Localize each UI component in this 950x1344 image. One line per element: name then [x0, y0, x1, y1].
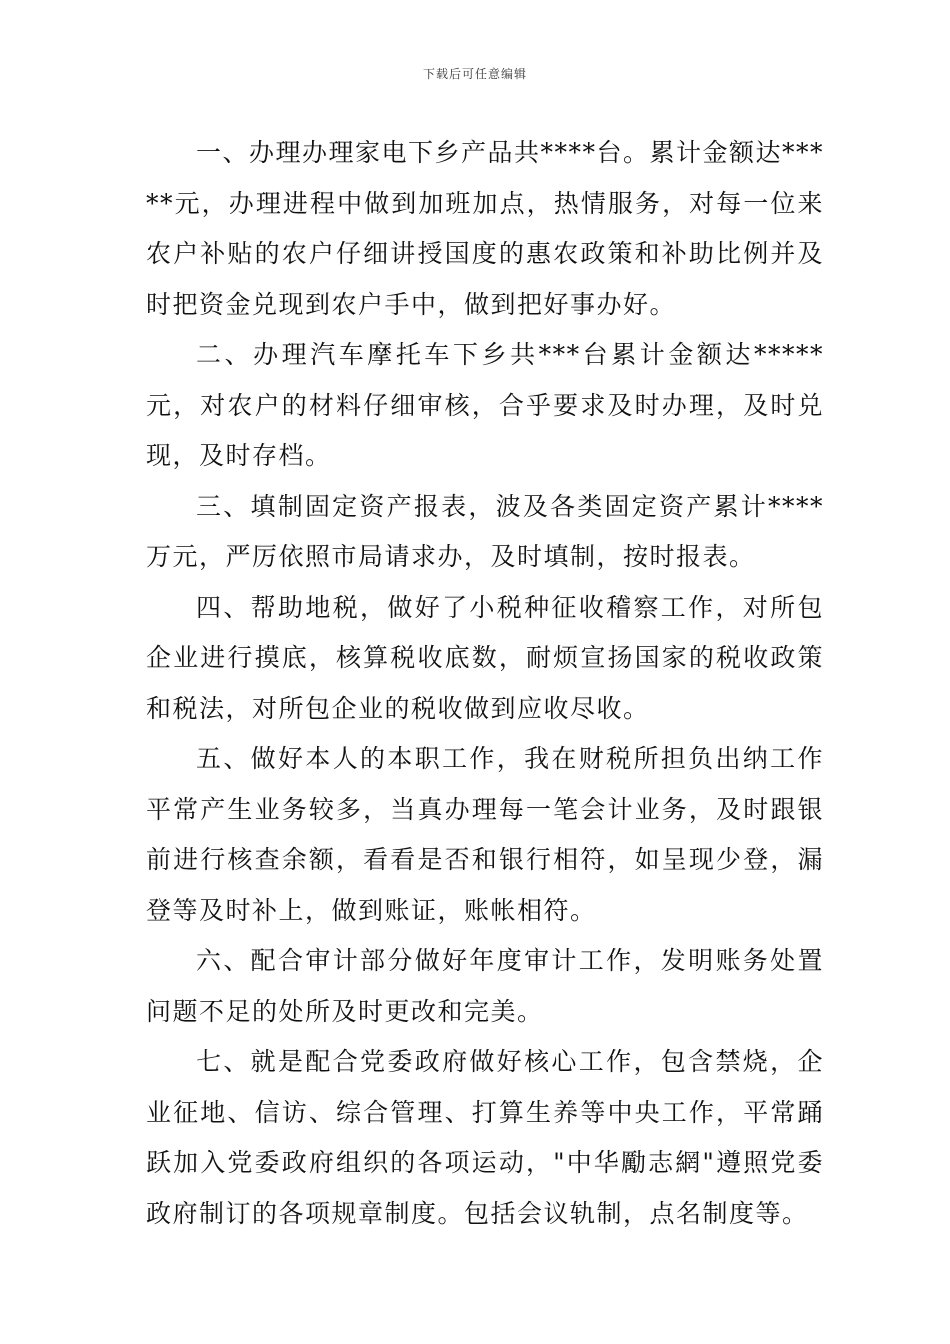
paragraph-5: 五、做好本人的本职工作，我在财税所担负出纳工作平常产生业务较多，当真办理每一笔会计业务，及时跟银前进行核查余额，看看是否和银行相符，如呈现少登，漏登等及时补上，做到账证，账帐相符。 — [146, 744, 824, 925]
paragraph-2: 二、办理汽车摩托车下乡共***台累计金额达*****元，对农户的材料仔细审核，合乎要求及时办理，及时兑现，及时存档。 — [146, 340, 824, 470]
paragraph-6: 六、配合审计部分做好年度审计工作，发明账务处置问题不足的处所及时更改和完美。 — [146, 946, 824, 1026]
document-body — [146, 128, 824, 1239]
paragraph-4: 四、帮助地税，做好了小税种征收稽察工作，对所包企业进行摸底，核算税收底数，耐烦宣扬国家的税收政策和税法，对所包企业的税收做到应收尽收。 — [146, 592, 824, 723]
paragraph-1: 一、办理办理家电下乡产品共****台。累计金额达*****元，办理进程中做到加班加点，热情服务，对每一位来农户补贴的农户仔细讲授国度的惠农政策和补助比例并及时把资金兑现到农户手中，做到把好事办好。 — [146, 138, 825, 319]
header-note: 下载后可任意编辑 — [422, 67, 527, 81]
paragraph-7: 七、就是配合党委政府做好核心工作，包含禁烧，企业征地、信访、综合管理、打算生养等中央工作，平常踊跃加入党委政府组织的各项运动，"中华勵志網"遵照党委政府制订的各项规章制度。包括会议轨制，点名制度等。 — [146, 1047, 824, 1228]
paragraph-3: 三、填制固定资产报表，波及各类固定资产累计****万元，严厉依照市局请求办，及时填制，按时报表。 — [146, 491, 824, 571]
